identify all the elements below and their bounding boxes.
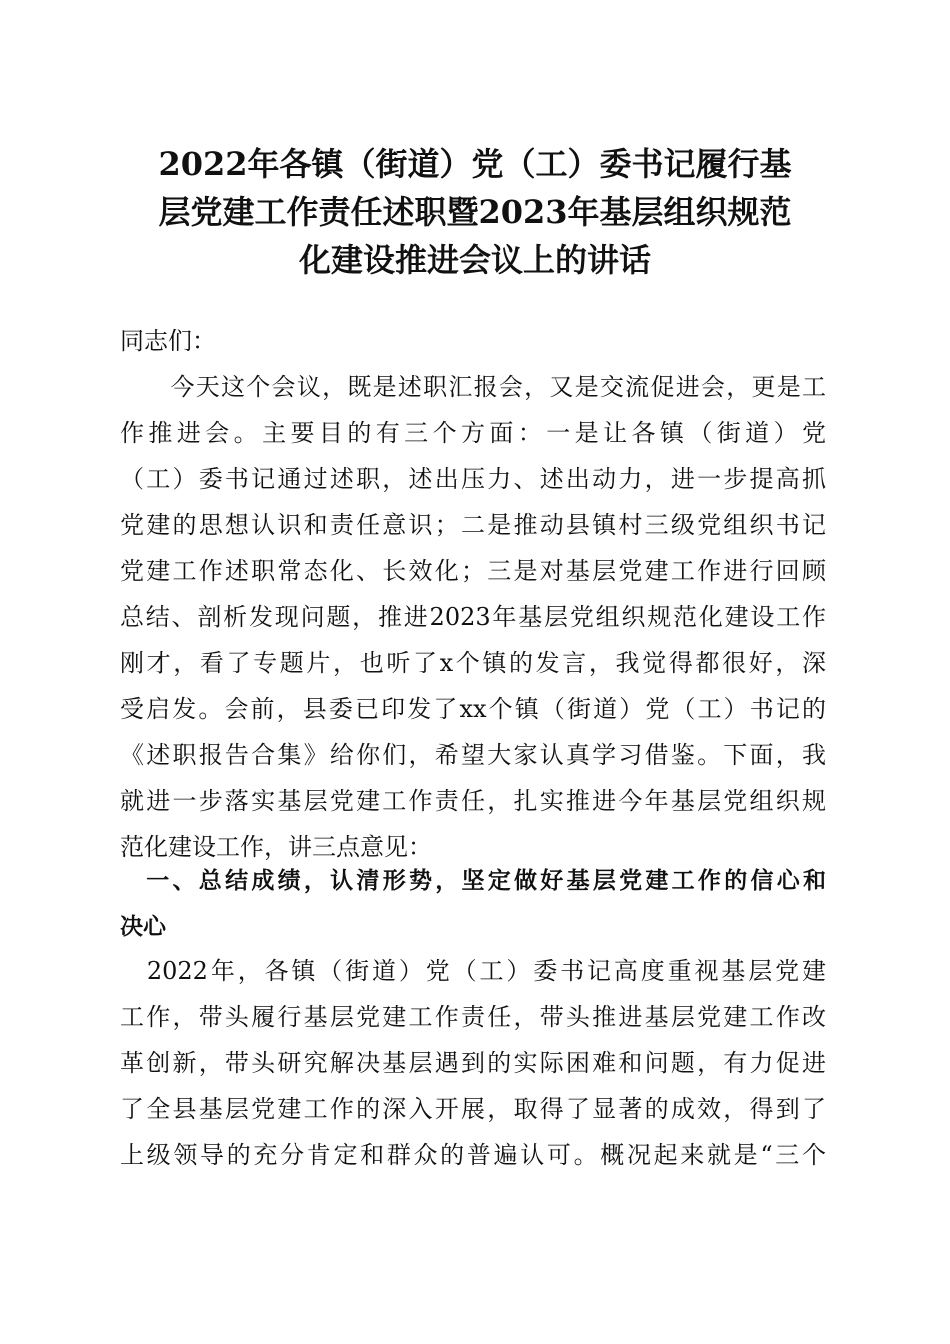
section-heading-1 [120, 858, 826, 950]
salutation [120, 318, 826, 364]
paragraph-line: 总结、剖析发现问题，推进2023年基层党组织规范化建设工作 [120, 603, 826, 631]
title-line: 层党建工作责任述职暨2023年基层组织规范 [158, 193, 792, 231]
paragraph-line: 上级领导的充分肯定和群众的普遍认可。概况起来就是“三个 [120, 1141, 826, 1169]
paragraph-line: 党建的思想认识和责任意识；二是推动县镇村三级党组织书记 [120, 511, 826, 539]
paragraph-line: 《述职报告合集》给你们，希望大家认真学习借鉴。下面，我 [120, 741, 826, 769]
title-line: 2022年各镇（街道）党（工）委书记履行基 [158, 145, 792, 183]
paragraph-line: 党建工作述职常态化、长效化；三是对基层党建工作进行回顾 [120, 557, 826, 585]
paragraph-line: 了全县基层党建工作的深入开展，取得了显著的成效，得到了 [120, 1095, 826, 1123]
paragraph-line: 革创新，带头研究解决基层遇到的实际困难和问题，有力促进 [120, 1049, 826, 1077]
paragraph-intro [120, 364, 826, 870]
document-title [118, 140, 832, 284]
salutation-text: 同志们： [120, 327, 216, 355]
heading-line: 决心 [120, 914, 166, 940]
paragraph-line: 2022年，各镇（街道）党（工）委书记高度重视基层党建 [120, 957, 826, 985]
title-line: 化建设推进会议上的讲话 [298, 241, 651, 279]
paragraph-line: 受启发。会前，县委已印发了xx个镇（街道）党（工）书记的 [120, 695, 826, 723]
paragraph-line: （工）委书记通过述职，述出压力、述出动力，进一步提高抓 [120, 465, 826, 493]
paragraph-line: 今天这个会议，既是述职汇报会，又是交流促进会，更是工 [120, 373, 826, 401]
paragraph-line: 范化建设工作，讲三点意见： [120, 833, 432, 861]
paragraph-line: 作推进会。主要目的有三个方面：一是让各镇（街道）党 [120, 419, 826, 447]
paragraph-achievements [120, 948, 826, 1178]
heading-line: 一、总结成绩，认清形势，坚定做好基层党建工作的信心和 [120, 868, 826, 894]
paragraph-line: 工作，带头履行基层党建工作责任，带头推进基层党建工作改 [120, 1003, 826, 1031]
paragraph-line: 刚才，看了专题片，也听了x个镇的发言，我觉得都很好，深 [120, 649, 826, 677]
paragraph-line: 就进一步落实基层党建工作责任，扎实推进今年基层党组织规 [120, 787, 826, 815]
